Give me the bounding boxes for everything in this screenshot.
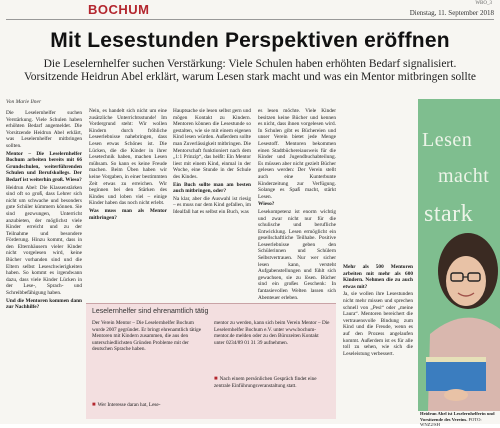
photo-credit: FOTO: WNZ2/SH bbox=[420, 416, 482, 427]
caption-text: Heidrun Abel ist Leselernhelferin und Vorsitzende des Vereins. bbox=[420, 411, 495, 422]
answer: Heidrun Abel: Die Klassenstärken sind oft so groß, dass Lehrer sich nicht um schwache und besonders gute Schüler kümmern können. Sie sind gezwungen, Unterricht anzubieten, der möglichst viele Kinder erreicht und zu der Teilnahme und besondere Förderung. Hinzu kommt, dass in den Elternhäusern vieler Kinder nicht vorgelesen wird, keine Bücher vorhanden sind und die Eltern selbst Leseschwierigkeiten haben. So kommt es irgendwann dazu, dass viele Kinder Lücken in der Lese-, Sprach- und Schreibbefähigung haben. bbox=[6, 184, 82, 297]
banner-word: macht bbox=[438, 165, 490, 187]
answer: Hauptsache sie lesen selbst gern und mögen Kontakt zu Kindern. Mentoren können die Lesestunde so gestalten, wie sie mit einem eigenen Kind lesen würden. Außerdem sollte man Zuverlässigkeit mitbringen. Die Mentorschaft funktioniert nach dem „1:1 Prinzip“, das heißt: Ein Mentor liest mit einem Kind, einmal in der Woche, eine Stunde in der Schule des Kindes. bbox=[173, 108, 251, 180]
info-box-text-1: Der Verein Mentor – Die Leselernhelfer Bochum wurde 2007 gegründet. Er bringt ehrenamtlich tätige Mentoren mit Kindern zusammen, die aus den unterschiedlichsten Gründen Probleme mit der deutschen Sprache haben. bbox=[92, 320, 202, 353]
answer: Nein, es handelt sich nicht um eine zusätzliche Unterrichtsstunde! Im Vordergrund steht: Wir wollen Kindern durch fröhliche Leseerlebnisse nahebringen, dass Lesen etwas Schönes ist. Die Lücken, die die Kinder in ihrer Lesetechnik haben, machen Lesen mühsam. So kann es keine Freude machen. Beim Üben haben wir keine Vorgaben, in einer bestimmten Zeit etwas zu erreichen. Wir beginnen bei den Stärken des Kindes und loben viel – einige Kinder haben das noch nicht erlebt. bbox=[89, 108, 167, 207]
question: Mehr als 500 Mentoren arbeiten mit mehr als 600 Kindern. Nehmen die zu auch etwas mit? bbox=[343, 264, 413, 290]
article-photo bbox=[418, 99, 500, 411]
article-headline: Mit Lesestunden Perspektiven eröffnen bbox=[50, 29, 450, 52]
info-box-bullet-1: ■ Wer Interesse daran hat, Lese- bbox=[92, 402, 161, 408]
intro-paragraph: Die Leselernhelfer suchen Verstärkung. Viele Schulen haben erhöhten Bedarf angemeldet. Die Vorsitzende Heidrun Abel erklärt, was Leselernhelfer mitbringen sollten. bbox=[6, 110, 82, 149]
masthead-rule bbox=[6, 19, 494, 20]
byline: Von Marie Ilner bbox=[6, 99, 42, 105]
photo-caption bbox=[420, 411, 498, 428]
question: Wieso? bbox=[258, 201, 275, 208]
issue-date: Dienstag, 11. September 2018 bbox=[409, 9, 494, 17]
bullet-square-icon: ■ bbox=[92, 402, 96, 408]
question: Was muss man als Mentor mitbringen? bbox=[89, 207, 167, 221]
section-title: BOCHUM bbox=[88, 2, 150, 17]
answer: es lesen möchte. Viele Kinder besitzen keine Bücher und kennen es nicht, dass ihnen vorgelesen wird. In Schulen gibt es Büchereien und unser Verein bietet jede Menge Lesestoff. Mentoren bekommen einen Stadtbüchereiausweis für die Kinder und Jugendbuchabteilung. Es müssen aber nicht gezielt Bücher gelesen werden: Der Verein stellt auch eine Kunterbunte Kinderzeitung zur Verfügung. Solange es Spaß macht, stärkt Lesen. bbox=[258, 108, 336, 200]
answer: Ja, sie wollen ihre Lesestunden nicht mehr missen und sprechen schnell von „Pesi“ oder „meine Laura“. Mentoren bereichert die vertrauensvolle Bindung zum Kind und die Freude, wenn es auf den Prozess angelaufen kommt. Außerdem ist es für alle toll zu sehen, wie sich die Leseleistung verbessert. bbox=[343, 291, 413, 357]
banner-word: Lesen bbox=[422, 129, 473, 151]
article-column-4 bbox=[258, 108, 336, 302]
answer: Lesekompetenz ist enorm wichtig und zwar nicht nur für die schulische und berufliche Entwicklung. Lesen ermöglicht ein gesellschaftliche Teilhabe. Positive Leseerlebnisse geben den Schülerinnen und Schülern Selbstvertrauen. Nur wer sicher lesen kann, versteht Aufgabenstellungen und fühlt sich gewachsen, sie zu lösen. Bücher sind ein großes Geschenk: In fantasievollen Welten lassen sich Abenteuer erleben. bbox=[258, 208, 336, 301]
info-box-bullet-2: ■ Nach einem persönlichen Gespräch findet eine zentrale Einführungsveranstaltung statt. bbox=[214, 376, 317, 389]
article-column-1 bbox=[6, 110, 82, 312]
article-column-3 bbox=[173, 108, 251, 217]
info-box bbox=[86, 303, 336, 419]
answer: Na klar, aber die Auswahl ist riesig – es muss nur dem Kind gefallen, im Idealfall hat es selbst ein Buch, was bbox=[173, 195, 251, 215]
portrait-illustration bbox=[418, 99, 500, 411]
info-box-text-2: mentor zu werden, kann sich beim Verein Mentor – Die Leselernhelfer Bochum e.V. unter www.bochum-mentor.de melden oder zu den Bürozeiten Kontakt unter 0234/89 01 31 39 aufnehmen. bbox=[214, 320, 330, 346]
masthead bbox=[0, 0, 500, 20]
question: Mentor – Die Leselernhelfer Bochum arbeiten bereits mit 66 Grundschulen, weiterführenden Schulen und Berufskollegs. Der Bedarf ist weiterhin groß. Wieso? bbox=[6, 150, 82, 183]
article-column-2 bbox=[89, 108, 167, 222]
question: Und die Mentoren kommen dann zur Nachhilfe? bbox=[6, 297, 82, 311]
page-code: WBO_3 bbox=[475, 1, 492, 6]
question: Ein Buch sollte man am besten auch mitbringen, oder? bbox=[173, 181, 251, 195]
banner-word: stark bbox=[424, 201, 474, 227]
bullet-square-icon: ■ bbox=[214, 376, 218, 382]
article-column-5 bbox=[343, 264, 413, 358]
info-box-title: Leselernhelfer sind ehrenamtlich tätig bbox=[92, 308, 209, 315]
article-subhead: Die Leselernhelfer suchen Verstärkung: Viele Schulen haben erhöhten Bedarf signalisiert. Vorsitzende Heidrun Abel erklärt, warum Lesen stark macht und was ein Mentor mitbringen sollte bbox=[23, 58, 476, 83]
